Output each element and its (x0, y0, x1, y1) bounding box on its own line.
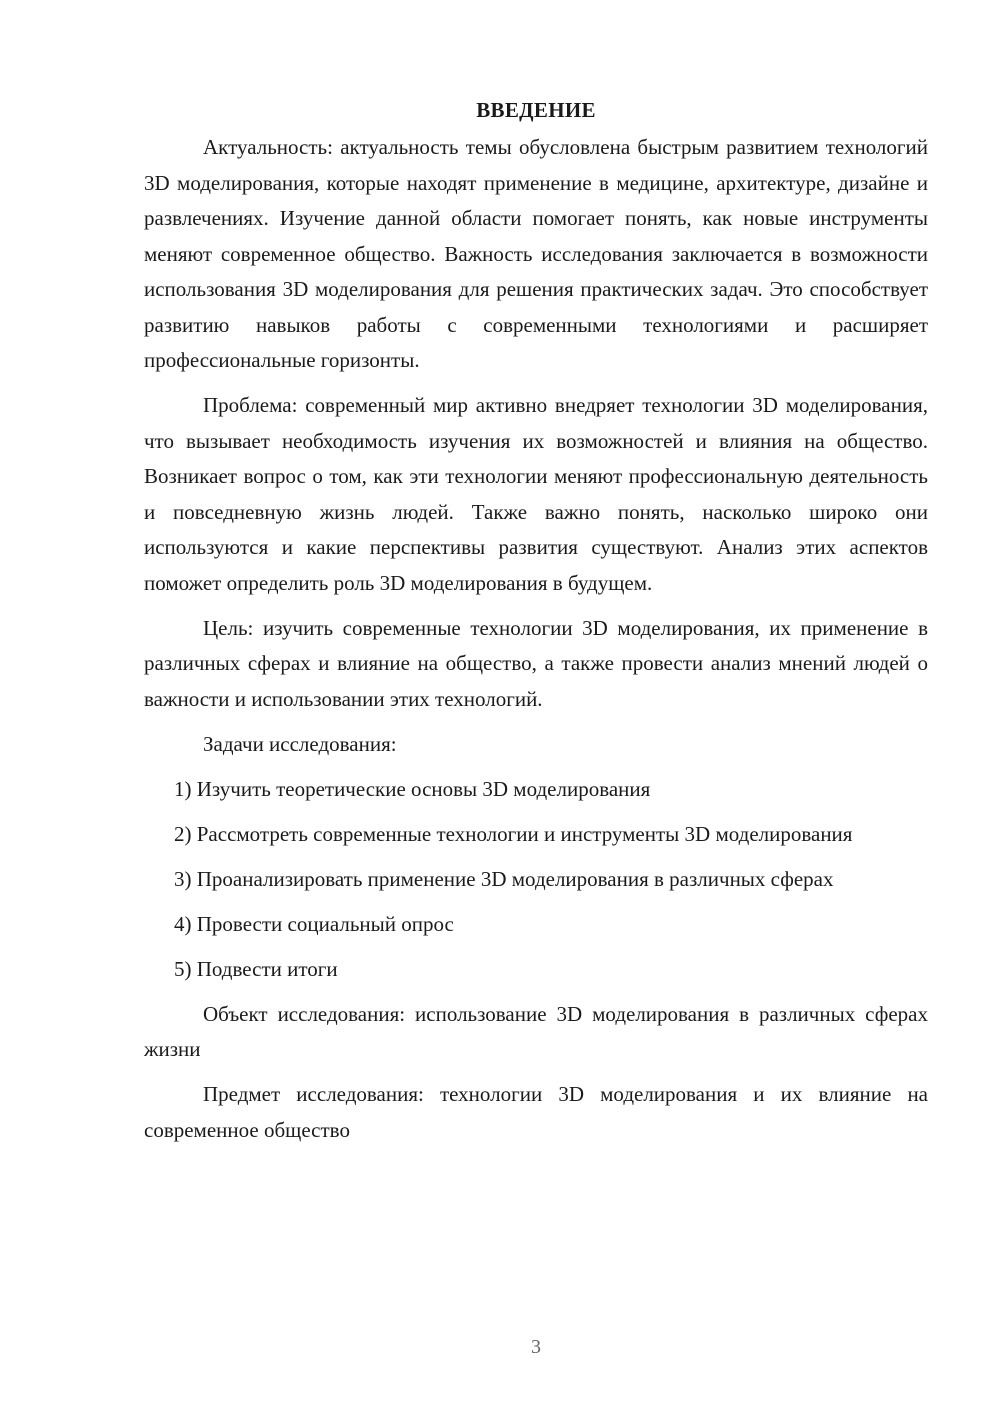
problem-paragraph: Проблема: современный мир активно внедряет технологии 3D моделирования, что вызывает необходимость изучения их возможностей и влияния на общество. Возникает вопрос о том, как эти технологии меняют профессиональную деятельность и повседневную жизнь людей. Также важно понять, насколько широко они используются и какие перспективы развития существуют. Анализ этих аспектов поможет определить роль 3D моделирования в будущем. (144, 393, 928, 595)
goal-paragraph: Цель: изучить современные технологии 3D моделирования, их применение в различных сферах и влияние на общество, а также провести анализ мнений людей о важности и использовании этих технологий. (144, 615, 928, 711)
task-item-3: 3) Проанализировать применение 3D моделирования в различных сферах (174, 866, 834, 891)
page-number: 3 (531, 1336, 541, 1358)
object-paragraph: Объект исследования: использование 3D моделирования в различных сферах жизни (144, 1001, 928, 1061)
tasks-title: Задачи исследования: (203, 731, 397, 756)
task-item-4: 4) Провести социальный опрос (174, 911, 454, 936)
relevance-paragraph: Актуальность: актуальность темы обусловлена быстрым развитием технологий 3D моделирования, которые находят применение в медицине, архитектуре, дизайне и развлечениях. Изучение данной области помогает понять, как новые инструменты меняют современное общество. Важность исследования заключается в возможности использования 3D моделирования для решения практических задач. Это способствует развитию навыков работы с современными технологиями и расширяет профессиональные горизонты. (144, 135, 928, 372)
section-heading: ВВЕДЕНИЕ (476, 98, 596, 122)
task-item-5: 5) Подвести итоги (174, 956, 338, 981)
subject-paragraph: Предмет исследования: технологии 3D моделирования и их влияние на современное общество (144, 1082, 928, 1142)
task-item-1: 1) Изучить теоретические основы 3D моделирования (174, 776, 651, 801)
task-item-2: 2) Рассмотреть современные технологии и инструменты 3D моделирования (174, 821, 853, 846)
document-page (144, 96, 928, 1148)
